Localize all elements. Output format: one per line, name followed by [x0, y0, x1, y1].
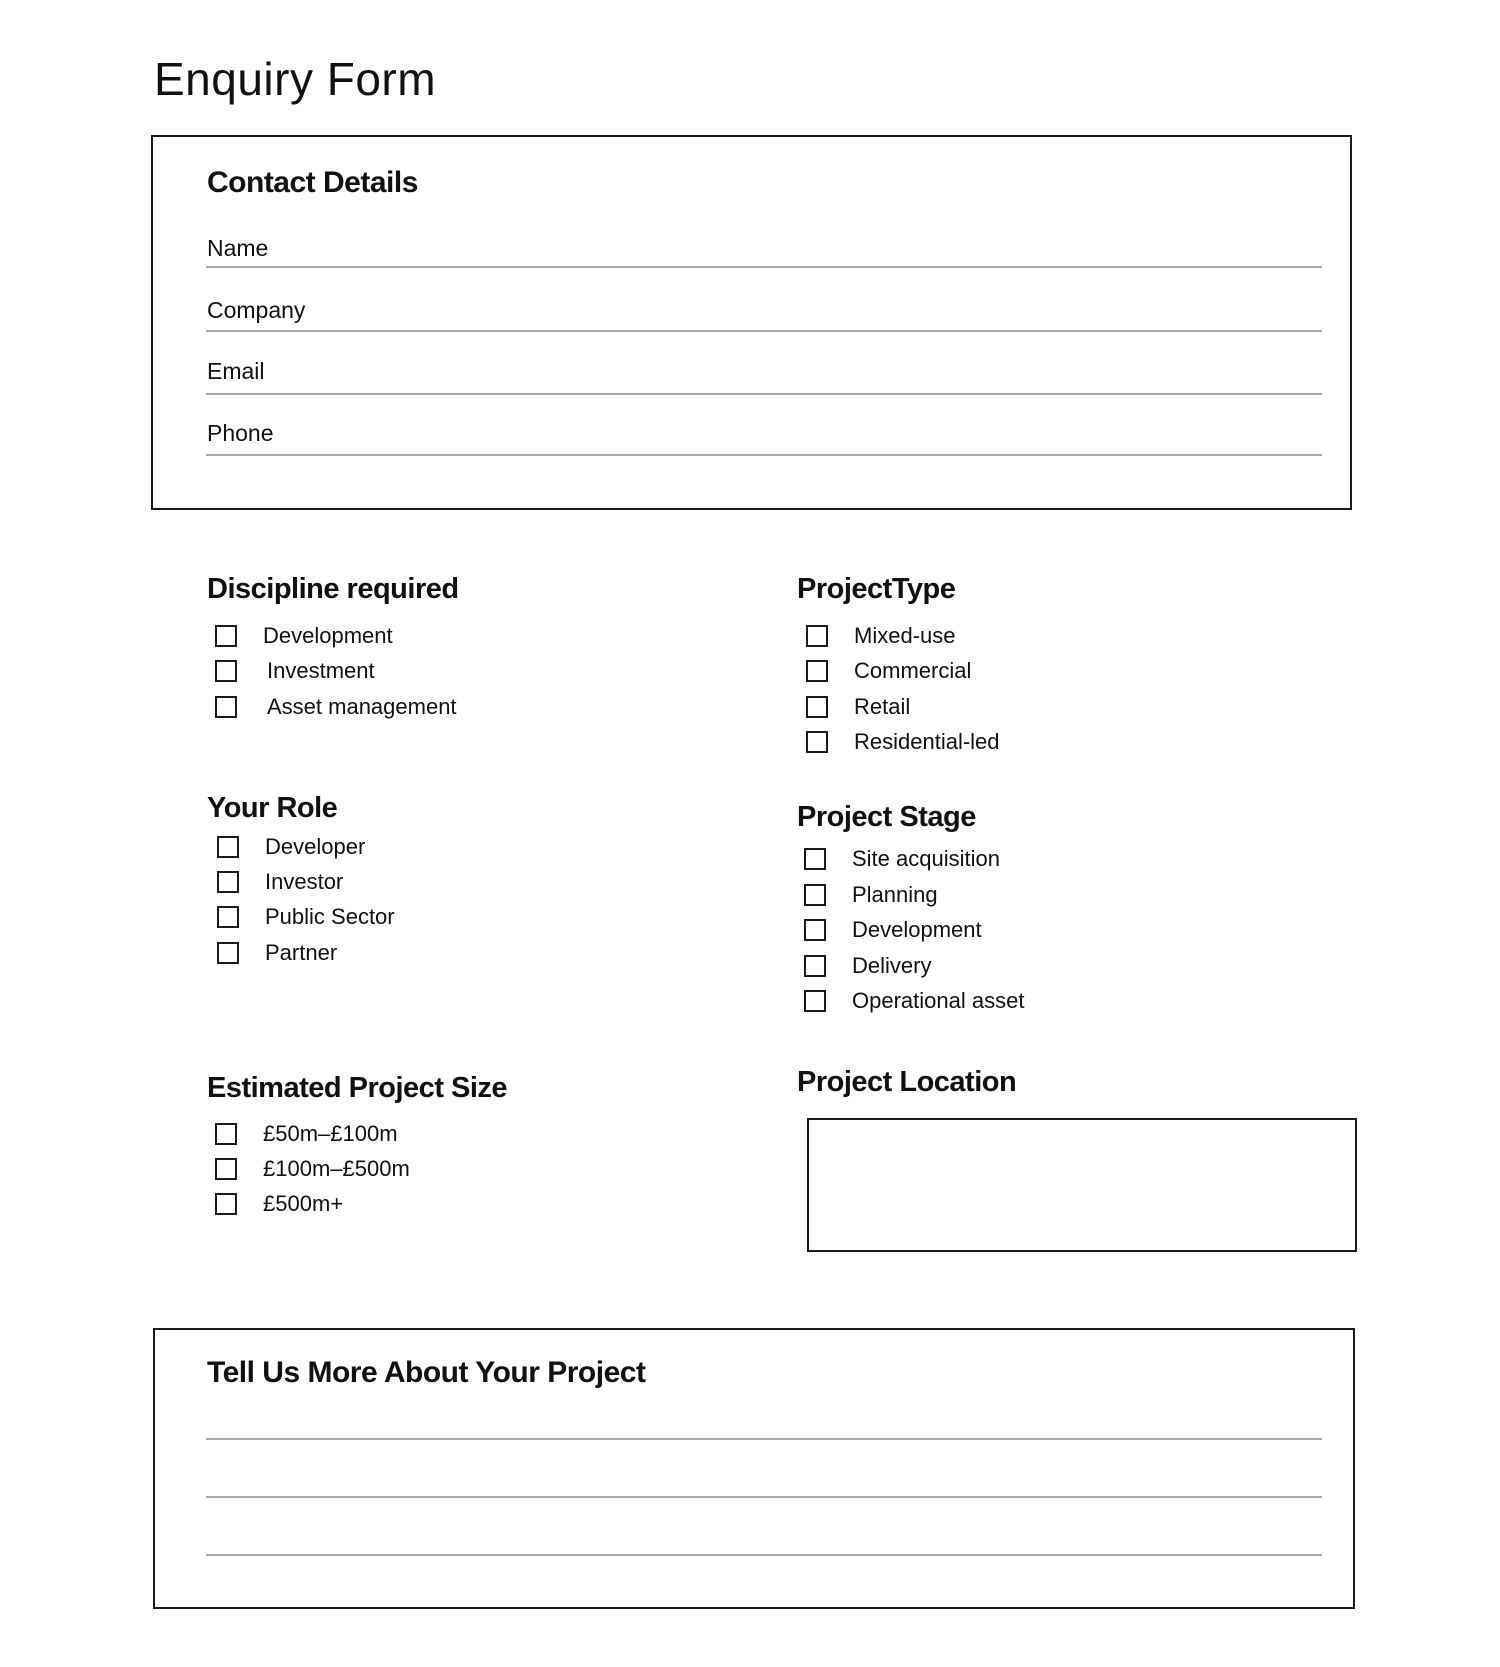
company-field[interactable] — [206, 330, 1322, 332]
project-size-option-100m-500m[interactable] — [215, 1156, 410, 1182]
checkbox[interactable] — [217, 871, 239, 893]
project-stage-option-site-acquisition[interactable] — [804, 846, 1000, 872]
checkbox[interactable] — [217, 906, 239, 928]
project-type-option-residential-led[interactable] — [806, 729, 1000, 755]
project-stage-option-operational-asset[interactable] — [804, 988, 1024, 1014]
checkbox[interactable] — [217, 836, 239, 858]
checkbox[interactable] — [215, 696, 237, 718]
contact-details-heading: Contact Details — [207, 166, 418, 199]
project-type-option-retail[interactable] — [806, 694, 910, 720]
project-details-line[interactable] — [206, 1554, 1322, 1556]
project-type-option-mixed-use[interactable] — [806, 623, 955, 649]
option-label: Investment — [267, 658, 375, 683]
checkbox[interactable] — [804, 848, 826, 870]
project-type-heading: ProjectType — [797, 573, 956, 605]
project-stage-option-delivery[interactable] — [804, 953, 931, 979]
discipline-option-development[interactable] — [215, 623, 393, 649]
checkbox[interactable] — [215, 1123, 237, 1145]
option-label: £50m–£100m — [263, 1121, 398, 1146]
checkbox[interactable] — [806, 625, 828, 647]
checkbox[interactable] — [806, 660, 828, 682]
option-label: Developer — [265, 834, 366, 859]
option-label: Operational asset — [852, 988, 1025, 1013]
project-details-line[interactable] — [206, 1496, 1322, 1498]
role-option-developer[interactable] — [217, 834, 365, 860]
option-label: Partner — [265, 940, 338, 965]
checkbox[interactable] — [804, 919, 826, 941]
option-label: Investor — [265, 869, 344, 894]
option-label: £100m–£500m — [263, 1156, 410, 1181]
checkbox[interactable] — [806, 696, 828, 718]
email-field-label: Email — [207, 358, 265, 384]
your-role-heading: Your Role — [207, 792, 338, 824]
checkbox[interactable] — [806, 731, 828, 753]
project-size-option-50m-100m[interactable] — [215, 1121, 398, 1147]
project-size-option-500m-plus[interactable] — [215, 1191, 343, 1217]
option-label: £500m+ — [263, 1191, 344, 1216]
project-size-heading: Estimated Project Size — [207, 1072, 508, 1104]
discipline-option-asset-management[interactable] — [215, 694, 457, 720]
company-field-label: Company — [207, 297, 306, 323]
checkbox[interactable] — [804, 884, 826, 906]
option-label: Asset management — [267, 694, 457, 719]
project-location-input[interactable] — [807, 1118, 1357, 1252]
checkbox[interactable] — [215, 660, 237, 682]
option-label: Delivery — [852, 953, 932, 978]
option-label: Planning — [852, 882, 938, 907]
project-stage-heading: Project Stage — [797, 801, 976, 833]
role-option-partner[interactable] — [217, 940, 337, 966]
checkbox[interactable] — [215, 625, 237, 647]
name-field[interactable] — [206, 266, 1322, 268]
project-location-heading: Project Location — [797, 1066, 1017, 1098]
option-label: Site acquisition — [852, 846, 1000, 871]
option-label: Mixed-use — [854, 623, 956, 648]
form-title: Enquiry Form — [154, 53, 437, 105]
option-label: Residential-led — [854, 729, 1000, 754]
project-stage-option-planning[interactable] — [804, 882, 938, 908]
name-field-label: Name — [207, 235, 269, 261]
phone-field[interactable] — [206, 454, 1322, 456]
phone-field-label: Phone — [207, 420, 274, 446]
project-details-heading: Tell Us More About Your Project — [207, 1356, 646, 1389]
checkbox[interactable] — [215, 1193, 237, 1215]
option-label: Development — [852, 917, 982, 942]
discipline-option-investment[interactable] — [215, 658, 375, 684]
option-label: Commercial — [854, 658, 972, 683]
checkbox[interactable] — [804, 990, 826, 1012]
email-field[interactable] — [206, 393, 1322, 395]
role-option-public-sector[interactable] — [217, 904, 395, 930]
discipline-heading: Discipline required — [207, 573, 459, 605]
checkbox[interactable] — [804, 955, 826, 977]
project-details-line[interactable] — [206, 1438, 1322, 1440]
checkbox[interactable] — [217, 942, 239, 964]
checkbox[interactable] — [215, 1158, 237, 1180]
project-stage-option-development[interactable] — [804, 917, 982, 943]
option-label: Development — [263, 623, 393, 648]
option-label: Public Sector — [265, 904, 395, 929]
role-option-investor[interactable] — [217, 869, 343, 895]
project-type-option-commercial[interactable] — [806, 658, 971, 684]
option-label: Retail — [854, 694, 911, 719]
